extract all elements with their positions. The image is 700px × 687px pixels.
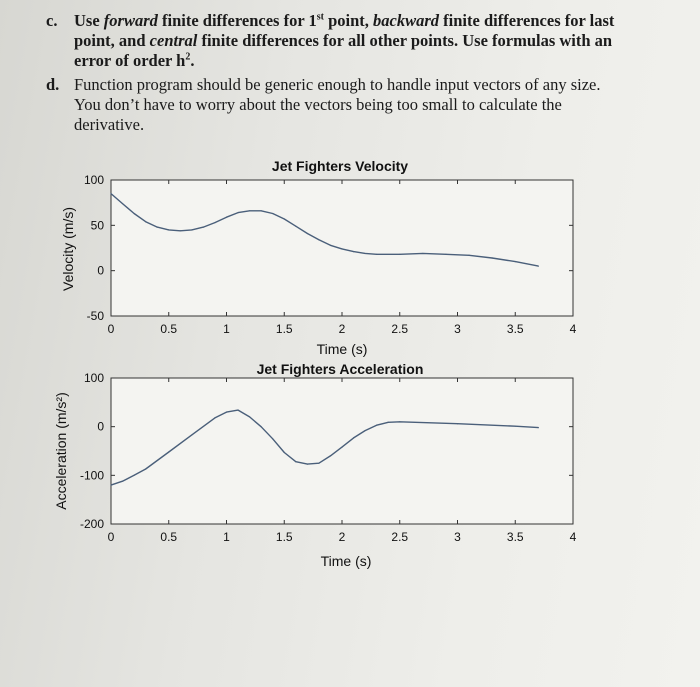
data-point — [457, 423, 458, 424]
data-point — [168, 451, 169, 452]
data-point — [353, 437, 354, 438]
data-point — [388, 422, 389, 423]
text-segment: derivative. — [74, 115, 145, 134]
data-point — [214, 417, 215, 418]
data-point — [399, 254, 400, 255]
x-tick-label: 0 — [107, 530, 115, 544]
text-segment: finite differences for all other points. Use formulas with an — [197, 31, 613, 50]
chart-title: Jet Fighters Velocity — [271, 158, 409, 174]
x-tick-label: 3.5 — [506, 530, 524, 544]
x-tick-label: 0.5 — [160, 322, 178, 336]
data-point — [422, 253, 423, 254]
data-point — [134, 213, 135, 214]
x-axis-label: Time (s) — [320, 553, 372, 569]
text-segment: st — [316, 11, 324, 23]
data-point — [295, 461, 296, 462]
y-tick-label: -100 — [79, 468, 104, 483]
x-tick-label: 3 — [454, 530, 461, 544]
text-segment: forward — [103, 11, 158, 30]
data-point — [376, 254, 377, 255]
x-tick-label: 4 — [569, 530, 577, 544]
data-point — [261, 426, 262, 427]
x-tick-label: 0.5 — [160, 530, 178, 544]
data-point — [272, 213, 273, 214]
x-tick-label: 2.5 — [391, 322, 409, 336]
y-tick-label: 0 — [97, 419, 104, 434]
data-point — [203, 227, 204, 228]
data-point — [318, 463, 319, 464]
data-point — [226, 217, 227, 218]
data-point — [191, 434, 192, 435]
x-tick-label: 0 — [107, 322, 115, 336]
x-tick-label: 2 — [338, 530, 346, 544]
problem-c-letter: c. — [46, 11, 58, 30]
y-tick-label: 100 — [83, 371, 104, 385]
text-segment: Function program should be generic enough to handle input vectors of any size. — [74, 75, 601, 94]
text-segment: finite differences for last — [439, 11, 615, 30]
data-point — [284, 218, 285, 219]
x-axis-label: Time (s) — [316, 341, 368, 357]
data-point — [110, 193, 111, 194]
data-point — [445, 254, 446, 255]
y-tick-label: 0 — [97, 263, 104, 278]
data-point — [515, 261, 516, 262]
data-point — [538, 427, 539, 428]
data-point — [168, 229, 169, 230]
data-point — [318, 239, 319, 240]
x-tick-label: 1 — [223, 530, 230, 544]
data-point — [307, 464, 308, 465]
data-point — [399, 421, 400, 422]
data-point — [330, 245, 331, 246]
data-point — [214, 222, 215, 223]
data-point — [145, 468, 146, 469]
y-axis-label: Acceleration (m/s²) — [53, 392, 69, 510]
data-point — [376, 425, 377, 426]
data-point — [341, 248, 342, 249]
x-tick-label: 1.5 — [275, 530, 293, 544]
data-point — [261, 210, 262, 211]
data-point — [353, 251, 354, 252]
data-point — [226, 411, 227, 412]
data-point — [515, 426, 516, 427]
text-segment: You don’t have to worry about the vectors being too small to calculate the — [74, 95, 562, 114]
data-point — [249, 416, 250, 417]
acceleration-chart — [53, 361, 577, 569]
text-segment: central — [149, 31, 198, 50]
data-point — [330, 455, 331, 456]
data-point — [341, 447, 342, 448]
x-tick-label: 2 — [338, 322, 346, 336]
data-point — [249, 210, 250, 211]
data-point — [284, 452, 285, 453]
data-point — [237, 212, 238, 213]
text-segment: point, and — [74, 31, 150, 50]
y-tick-label: -200 — [79, 517, 104, 531]
x-tick-label: 4 — [569, 322, 577, 336]
y-axis-label: Velocity (m/s) — [60, 206, 76, 292]
chart-title: Jet Fighters Acceleration — [256, 361, 424, 377]
text-segment: 2 — [185, 51, 191, 63]
y-tick-label: 50 — [90, 218, 104, 233]
data-point — [365, 430, 366, 431]
data-point — [492, 257, 493, 258]
data-point — [272, 438, 273, 439]
data-point — [191, 229, 192, 230]
velocity-chart — [60, 158, 577, 357]
text-segment: . — [190, 51, 195, 70]
x-tick-label: 3.5 — [506, 322, 524, 336]
y-tick-label: -50 — [86, 309, 104, 323]
problem-d-letter: d. — [46, 75, 60, 94]
text-segment: Use — [74, 11, 104, 30]
plot-area — [111, 378, 573, 524]
data-point — [145, 221, 146, 222]
data-point — [134, 475, 135, 476]
data-point — [237, 410, 238, 411]
data-point — [538, 266, 539, 267]
data-point — [122, 481, 123, 482]
text-segment: finite differences for 1 — [157, 11, 317, 30]
text-segment: point, — [323, 11, 374, 30]
data-point — [180, 230, 181, 231]
y-tick-label: 100 — [83, 173, 104, 187]
x-tick-label: 2.5 — [391, 530, 409, 544]
data-point — [365, 253, 366, 254]
data-point — [110, 484, 111, 485]
data-point — [307, 233, 308, 234]
x-tick-label: 3 — [454, 322, 461, 336]
x-tick-label: 1.5 — [275, 322, 293, 336]
data-point — [122, 203, 123, 204]
text-segment: error of order h — [74, 51, 186, 70]
data-point — [157, 227, 158, 228]
text-segment: backward — [373, 11, 440, 30]
plot-area — [111, 180, 573, 316]
data-point — [468, 255, 469, 256]
data-point — [295, 226, 296, 227]
x-tick-label: 1 — [223, 322, 230, 336]
